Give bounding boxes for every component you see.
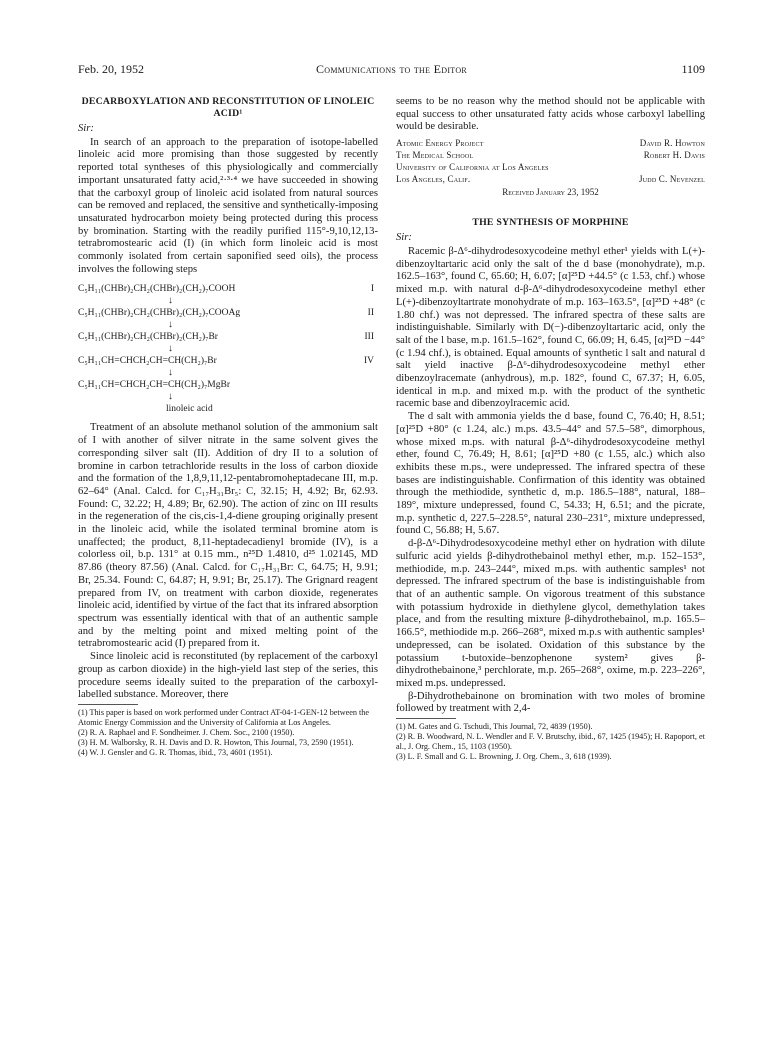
paragraph-continued: seems to be no reason why the method should not be applicable with equal success to other unsaturated fatty acids whose carboxyl labelling would be desirable. [396, 96, 705, 133]
footnote: (1) M. Gates and G. Tschudi, This Journal, 72, 4839 (1950). [396, 722, 593, 732]
article-title-morphine: THE SYNTHESIS OF MORPHINE [472, 216, 629, 228]
paragraph: Racemic β-Δ⁶-dihydrodesoxycodeine methyl ether¹ yields with L(+)-dibenzoyltartaric acid only the salt of the d base (monohydrate), m.p. 162.5–163°, found C, 65.60; H, 6.07; [α]²⁵D +44.5° (c 1.53, chf.) whose mixed m.p. with natural d-β-Δ⁶-dihydrodesoxycodeine methyl ether L(+)-dibenzoyltartrate monohydrate of m.p. 163–163.5°, [α]²⁵D +48° (c 1.80 chf.) was not depressed. The infrared spectra of these salts are indistinguishable. Similarly with D(−)-dibenzoyltartaric acid, only the salt of the l base, m.p. 161.5–162°, found C, 66.09; H, 6.45, [α]²⁵D −44° (c 1.94 chf.), is obtained. Equal amounts of synthetic l salt and natural d salt yield inactive β-Δ⁶-dihydrodesoxycodeine methyl ether dibenzoylracemate (anhydrous), m.p. 182°, found C, 67.37; H, 6.05, identical in m.p. and mixed m.p. with the product of the synthetic racemic base and dibenzoylracemic acid. [396, 246, 705, 410]
scheme-product: linoleic acid [166, 404, 213, 415]
author-name: Judd C. Nevenzel [639, 174, 705, 185]
scheme-arrow: ↓ [168, 295, 173, 307]
footnote: (1) This paper is based on work performed under Contract AT-04-1-GEN-12 between the Atomic Energy Commission and the University of California at Los Angeles. [78, 707, 370, 727]
footnote: (2) R. A. Raphael and F. Sondheimer. J. Chem. Soc., 2100 (1950). [78, 727, 295, 737]
signature-line [396, 161, 705, 173]
scheme-label: IV [363, 356, 374, 367]
author-block [396, 137, 705, 199]
article-title-linoleic: DECARBOXYLATION AND RECONSTITUTION OF LINOLEIC ACID¹ [81, 96, 375, 119]
affiliation: The Medical School [396, 150, 474, 161]
scheme-formula: C₅H₁₁CH=CHCH₂CH=CH(CH₂)₇Br [78, 356, 217, 367]
footnote: (2) R. B. Woodward, N. L. Wendler and F. V. Brutschy, ibid., 67, 1425 (1945); H. Rapoport, et al., J. Org. Chem., 15, 1103 (1950). [396, 732, 705, 752]
scheme-label: III [364, 332, 374, 343]
footnote-rule [78, 704, 138, 705]
scheme-step [78, 306, 378, 320]
header-page-number: 1109 [681, 62, 705, 76]
paragraph: β-Dihydrothebainone on bromination with two moles of bromine followed by treatment with 2,4- [396, 690, 705, 715]
scheme-arrow: ↓ [168, 343, 173, 355]
scheme-step [78, 282, 378, 296]
author-name: Robert H. Davis [643, 150, 705, 161]
paragraph: Treatment of an absolute methanol solution of the ammonium salt of I with another of silver nitrate in the same solvent gives the corresponding silver salt (II). Addition of dry II to a solution of bromine in carbon tetrachloride results in the loss of carbon dioxide and the formation of the 1,8,9,11,12-pentabromoheptadecane III, m.p. 62–64° (Anal. Calcd. for C₁₇H₃₁Br₅: C, 32.15; H, 4.92; Br, 62.93. Found: C, 32.22; H, 4.89; Br, 62.90). The action of zinc on III results in the regeneration of the cis,cis-1,4-diene grouping originally present in the linoleic acid, while the isolated terminal bromine atom is unaffected; the product, 8,11-heptadecadienyl bromide (IV), is a colorless oil, b.p. 131° at 0.15 mm., n²⁵D 1.4810, d²⁵ 1.02145, MD 87.86 (theory 87.56) (Anal. Calcd. for C₁₇H₃₁Br: C, 64.75; H, 9.91; Br, 25.34. Found: C, 64.87; H, 9.91; Br, 25.17). The Grignard reagent prepared from IV, on treatment with carbon dioxide, regenerates linoleic acid, identified by virtue of the fact that its infrared absorption spectrum was essentially identical with that of an authentic sample and by the melting point and mixed melting point of the tetrabromostearic acid (I) prepared from it. [78, 422, 378, 650]
header-date: Feb. 20, 1952 [78, 62, 144, 76]
salutation: Sir: [78, 123, 94, 134]
affiliation: University of California at Los Angeles [396, 162, 549, 173]
scheme-formula: C₅H₁₁(CHBr)₂CH₂(CHBr)₂(CH₂)₇COOH [78, 284, 236, 295]
signature-line [396, 137, 705, 149]
affiliation: Los Angeles, Calif. [396, 174, 471, 185]
scheme-arrow: ↓ [168, 319, 173, 331]
salutation: Sir: [396, 232, 412, 244]
paragraph: The d salt with ammonia yields the d base, found C, 76.40; H, 8.51; [α]²⁵D +80° (c 1.24, alc.) m.ps. 43.5–44° and 57.5–58°, dimorphous, whose mixed m.ps. with natural β-Δ⁶-dihydrodesoxycodeine methyl ether, found C, 76.49; H, 8.61; [α]²⁵D +80 (c 1.55, alc.) which also exhibits these m.ps., were undepressed. The infrared spectra of these bases are indistinguishable. Confirmation of this identity was obtained through the methiodide, synthetic d, m.p. 186.5–188°, natural, 188–189°, mixture undepressed, found C, 54.33; H, 6.51; and the picrate, m.p. synthetic d, 227.5–228.5°, natural 230–231°, mixture undepressed, found C, 56.88; H, 5.67. [396, 411, 705, 537]
affiliation: Atomic Energy Project [396, 138, 484, 149]
received-date: Received January 23, 1952 [502, 187, 599, 198]
scheme-step [78, 354, 378, 368]
scheme-formula: C₅H₁₁(CHBr)₂CH₂(CHBr)₂(CH₂)₇COOAg [78, 308, 241, 319]
scheme-formula: C₅H₁₁(CHBr)₂CH₂(CHBr)₂(CH₂)₇Br [78, 332, 218, 343]
author-name: David R. Howton [639, 138, 705, 149]
footnote: (4) W. J. Gensler and G. R. Thomas, ibid., 73, 4601 (1951). [78, 747, 273, 757]
paragraph: Since linoleic acid is reconstituted (by replacement of the carboxyl group as carbon dioxide) in the high-yield last step of the series, this procedure seems ideally suited to the preparation of the carboxyl-labelled substance. Moreover, there [78, 651, 378, 701]
right-column [396, 96, 705, 762]
scheme-label: II [367, 308, 374, 319]
scheme-label: I [370, 284, 374, 295]
paragraph: In search of an approach to the preparation of isotope-labelled linoleic acid more promising than those suggested by recently reported total syntheses of this physiologically and commercially important unsaturated fatty acid,²·³·⁴ we have succeeded in showing that the carboxyl group of linoleic acid isolated from natural sources can be removed and replaced, the sensitive and synthetically-imposing unsaturated hydrocarbon moiety being protected during this process by bromination. Starting with the readily purified 115°-9,10,12,13-tetrabromostearic acid (I) (in which form linoleic acid is most commonly isolated from certain saponified seed oils), the process involves the following steps [78, 136, 378, 275]
paragraph: d-β-Δ⁶-Dihydrodesoxycodeine methyl ether on hydration with dilute sulfuric acid yields β-dihydrothebainol methyl ether, m.p. 152–153°, methiodide, m.p. 243–244°, mixed m.ps. with authentic samples¹ not depressed. The infrared spectrum of the base is indistinguishable from that of an authentic sample. On vigorous treatment of this substance with potassium hydroxide in diethylene glycol, demethylation takes place, and from the resulting mixture β-dihydrothebainol, m.p. 165.5–166.5°, methiodide m.p. 266–268°, mixed m.p.s with authentic samples¹ undepressed, can be isolated. Oxidation of this substance by the potassium t-butoxide–benzophenone system² gives β-dihydrothebainone,³ perchlorate, m.p. 265–268°, oxime, m.p. 223–226°, mixed m.ps. undepressed. [396, 538, 705, 689]
signature-line [396, 149, 705, 161]
footnote: (3) L. F. Small and G. L. Browning, J. Org. Chem., 3, 618 (1939). [396, 752, 612, 762]
scheme-arrow: ↓ [168, 391, 173, 403]
left-column [78, 96, 378, 758]
footnote: (3) H. M. Walborsky, R. H. Davis and D. R. Howton, This Journal, 73, 2590 (1951). [78, 737, 354, 747]
footnote-rule [396, 718, 456, 719]
header-journal: Communications to the Editor [315, 62, 468, 76]
running-header [78, 62, 705, 78]
scheme-step [78, 378, 378, 392]
scheme-arrow: ↓ [168, 367, 173, 379]
scheme-formula: C₅H₁₁CH=CHCH₂CH=CH(CH₂)₇MgBr [78, 380, 230, 391]
scheme-step [78, 330, 378, 344]
signature-line [396, 173, 705, 185]
reaction-scheme [78, 282, 378, 416]
